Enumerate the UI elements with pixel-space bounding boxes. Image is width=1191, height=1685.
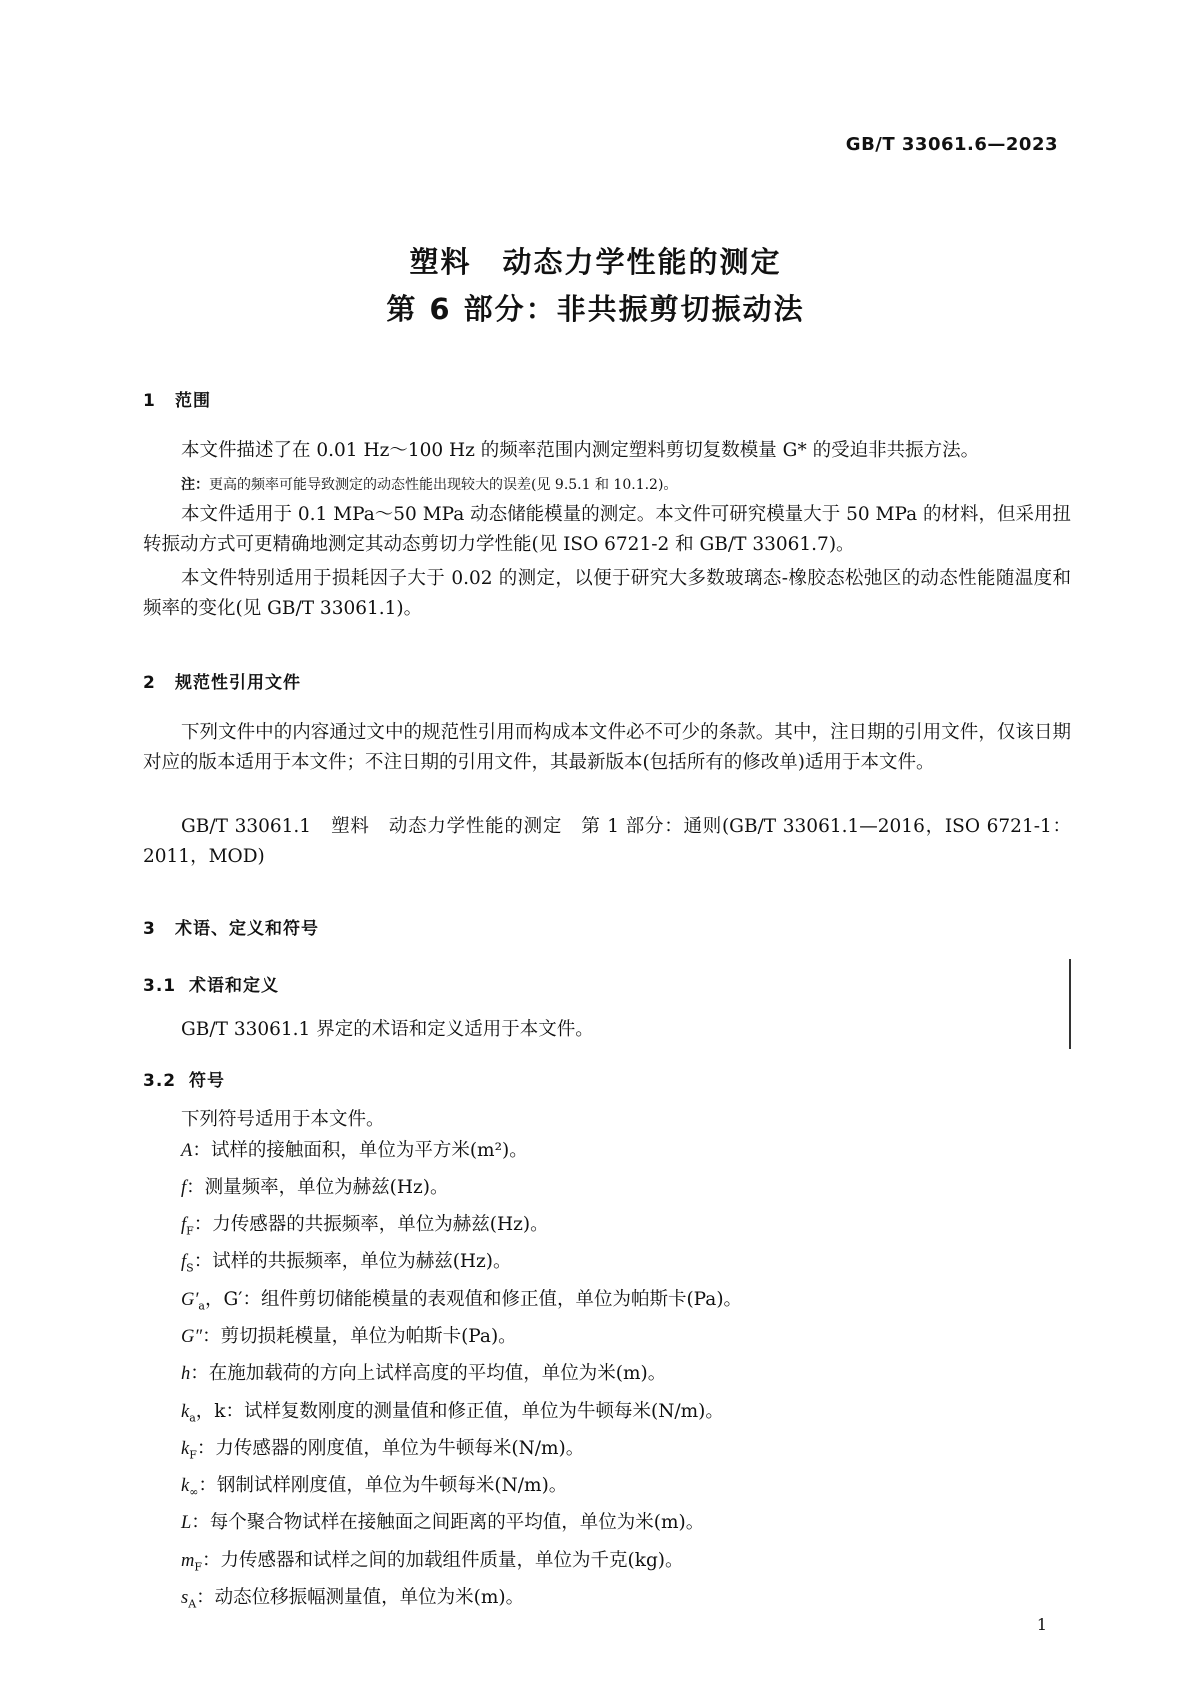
symbol: f <box>181 1252 187 1273</box>
symbol-definition <box>181 1434 1071 1471</box>
section-3-heading <box>143 914 319 939</box>
symbol-description: ，k：试样复数刚度的测量值和修正值，单位为牛顿每米(N/m)。 <box>195 1400 724 1422</box>
symbol-definition <box>181 1285 1071 1322</box>
symbol-definition <box>181 1247 1071 1284</box>
section-number: 2 <box>143 673 156 693</box>
symbol-description: ：力传感器和试样之间的加载组件质量，单位为千克(kg)。 <box>202 1549 684 1571</box>
note-label: 注： <box>181 477 209 493</box>
document-title-line2: 第 6 部分：非共振剪切振动法 <box>386 292 805 326</box>
symbol-subscript: F <box>194 1560 203 1574</box>
symbol: k <box>181 1401 190 1422</box>
symbol-definition <box>181 1210 1071 1247</box>
document-title-line1: 塑料 动态力学性能的测定 <box>409 245 782 279</box>
terms-definitions-text: GB/T 33061.1 界定的术语和定义适用于本文件。 <box>181 1019 594 1040</box>
scope-paragraph-2: 本文件适用于 0.1 MPa～50 MPa 动态储能模量的测定。本文件可研究模量大于 50 MPa 的材料，但采用扭转振动方式可更精确地测定其动态剪切力学性能(见 ISO 6721-2 和 GB/T 33061.7)。 <box>143 504 1071 555</box>
symbol-description: ：力传感器的共振频率，单位为赫兹(Hz)。 <box>193 1214 549 1236</box>
section-title: 规范性引用文件 <box>175 673 301 693</box>
symbol-description: ：力传感器的刚度值，单位为牛顿每米(N/m)。 <box>196 1437 585 1459</box>
symbol-description: ：剪切损耗模量，单位为帕斯卡(Pa)。 <box>202 1326 517 1347</box>
symbol-description: ：测量频率，单位为赫兹(Hz)。 <box>186 1176 449 1198</box>
symbol-description: ：每个聚合物试样在接触面之间距离的平均值，单位为米(m)。 <box>191 1512 705 1534</box>
symbol-definition <box>181 1136 1071 1173</box>
standard-code: GB/T 33061.6—2023 <box>845 134 1058 155</box>
scope-paragraph-3: 本文件特别适用于损耗因子大于 0.02 的测定，以便于研究大多数玻璃态-橡胶态松弛区的动态性能随温度和频率的变化(见 GB/T 33061.1)。 <box>143 568 1071 619</box>
subsection-title: 术语和定义 <box>189 976 279 996</box>
symbol-description: ：钢制试样刚度值，单位为牛顿每米(N/m)。 <box>198 1475 568 1497</box>
symbol: s <box>181 1587 189 1608</box>
normative-references-paragraph: 下列文件中的内容通过文中的规范性引用而构成本文件必不可少的条款。其中，注日期的引用文件，仅该日期对应的版本适用于本文件；不注日期的引用文件，其最新版本(包括所有的修改单)适用于本文件。 <box>143 722 1071 773</box>
symbol: h <box>181 1364 191 1385</box>
symbol-description: ：试样的接触面积，单位为平方米(m²)。 <box>192 1139 528 1161</box>
symbol-subscript: S <box>186 1262 194 1276</box>
symbol: G″ <box>181 1327 203 1347</box>
symbol-subscript: F <box>189 1448 197 1462</box>
page-number: 1 <box>1036 1615 1047 1634</box>
section-title: 术语、定义和符号 <box>175 919 319 939</box>
symbol-list <box>181 1105 1071 1620</box>
symbol-definition <box>181 1359 1071 1396</box>
section-1-heading <box>143 386 211 411</box>
symbol-subscript: F <box>186 1224 194 1238</box>
note-text: 更高的频率可能导致测定的动态性能出现较大的误差(见 9.5.1 和 10.1.2)。 <box>209 477 678 493</box>
symbol-definition <box>181 1583 1071 1620</box>
scope-paragraph-1: 本文件描述了在 0.01 Hz～100 Hz 的频率范围内测定塑料剪切复数模量 G* 的受迫非共振方法。 <box>181 440 980 461</box>
symbol: k <box>181 1476 190 1497</box>
symbol: m <box>181 1550 195 1571</box>
symbol-description: ：试样的共振频率，单位为赫兹(Hz)。 <box>193 1251 512 1273</box>
symbol: f <box>181 1215 187 1236</box>
subsection-number: 3.2 <box>143 1071 177 1091</box>
symbol-subscript: ∞ <box>189 1485 199 1499</box>
section-number: 3 <box>143 919 156 939</box>
change-bar <box>1069 959 1071 1049</box>
symbol-definition <box>181 1173 1071 1210</box>
symbol-definition <box>181 1508 1071 1545</box>
symbol: k <box>181 1438 190 1459</box>
symbol-subscript: a <box>198 1299 205 1313</box>
symbol-description: ：在施加载荷的方向上试样高度的平均值，单位为米(m)。 <box>190 1363 667 1385</box>
symbols-intro: 下列符号适用于本文件。 <box>181 1109 385 1130</box>
symbol-description: ：动态位移振幅测量值，单位为米(m)。 <box>196 1586 525 1608</box>
subsection-3-1-heading <box>143 971 279 996</box>
symbol: G′ <box>181 1289 199 1310</box>
normative-reference-item: GB/T 33061.1 塑料 动态力学性能的测定 第 1 部分：通则(GB/T 33061.1—2016，ISO 6721-1：2011，MOD) <box>143 816 1071 867</box>
symbol-definition <box>181 1471 1071 1508</box>
symbol-definition <box>181 1322 1071 1359</box>
symbol-definition <box>181 1546 1071 1583</box>
subsection-number: 3.1 <box>143 976 177 996</box>
subsection-3-2-heading <box>143 1066 225 1091</box>
section-number: 1 <box>143 391 156 411</box>
symbol-subscript: A <box>188 1597 197 1611</box>
symbol-subscript: a <box>189 1411 196 1425</box>
symbol: f <box>181 1177 187 1198</box>
symbol: L <box>181 1513 192 1534</box>
section-title: 范围 <box>175 391 211 411</box>
subsection-title: 符号 <box>189 1071 225 1091</box>
symbol-definition <box>181 1397 1071 1434</box>
symbol-description: ，G′：组件剪切储能模量的表观值和修正值，单位为帕斯卡(Pa)。 <box>204 1288 743 1310</box>
scope-note <box>181 474 1071 496</box>
section-2-heading <box>143 668 301 693</box>
symbol: A <box>181 1140 193 1161</box>
